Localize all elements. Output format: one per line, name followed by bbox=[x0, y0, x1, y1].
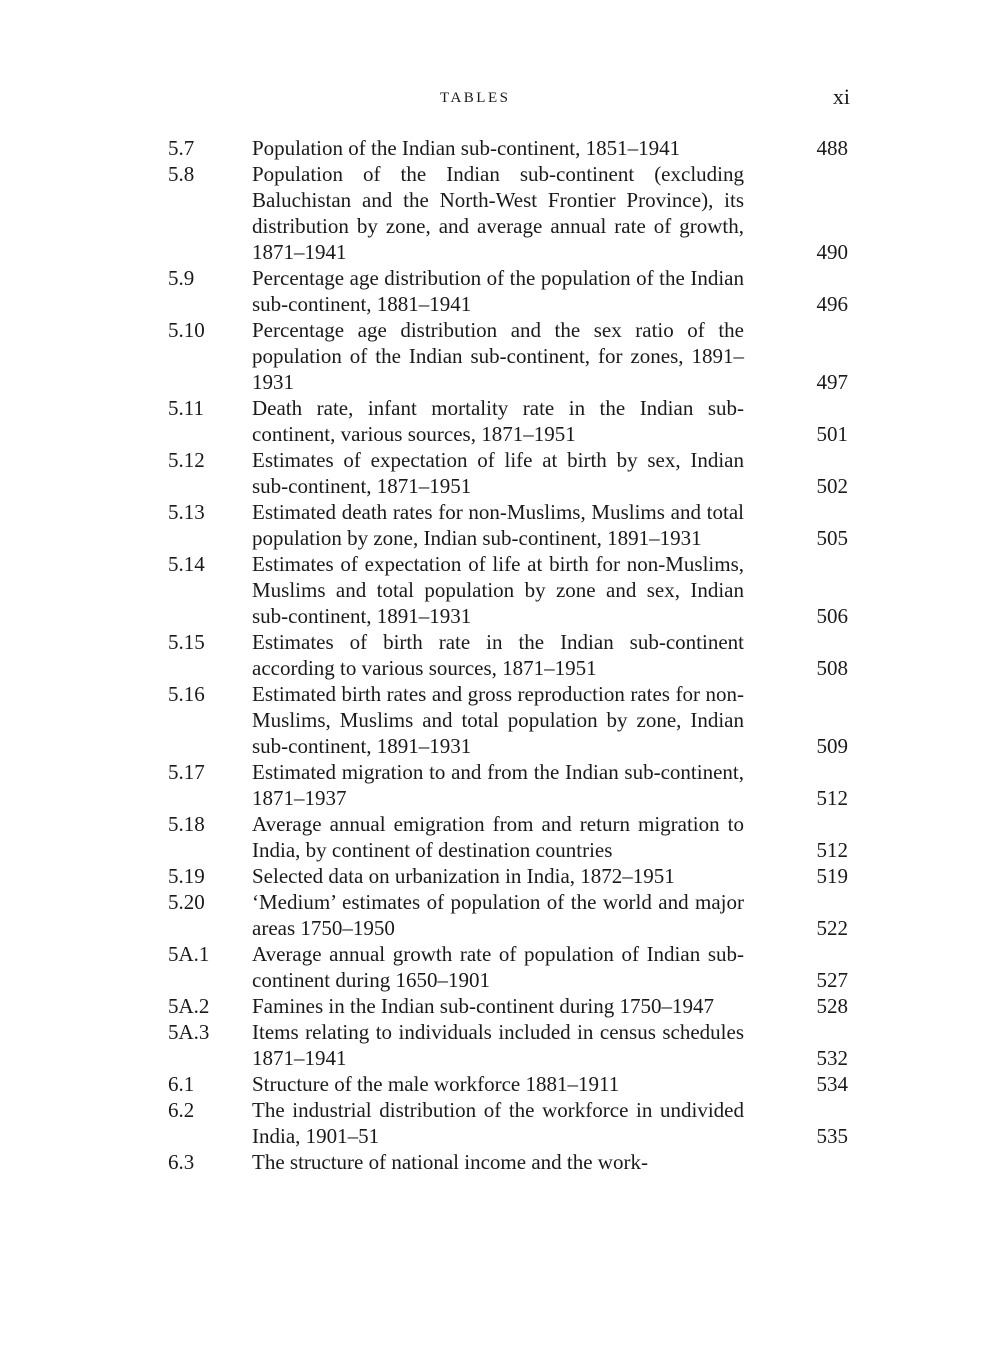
table-title: Estimated death rates for non-Muslims, Muslims and total population by zone, Indian sub-continent, 1891–1931 bbox=[252, 500, 744, 550]
table-title: Estimates of expectation of life at birth for non-Muslims, Muslims and total population by zone and sex, Indian sub-continent, 1891–1931 bbox=[252, 552, 744, 628]
page-ref: 505 bbox=[816, 526, 848, 550]
table-title: Percentage age distribution and the sex ratio of the population of the Indian sub-continent, for zones, 1891–1931 bbox=[252, 318, 744, 394]
table-title: ‘Medium’ estimates of population of the world and major areas 1750–1950 bbox=[252, 890, 744, 940]
table-title: Death rate, infant mortality rate in the Indian sub-continent, various sources, 1871–1951 bbox=[252, 396, 744, 446]
page-ref: 532 bbox=[816, 1046, 848, 1070]
table-title: Average annual growth rate of population of Indian sub-continent during 1650–1901 bbox=[252, 942, 744, 992]
table-number: 6.2 bbox=[168, 1098, 195, 1122]
page-ref: 501 bbox=[816, 422, 848, 446]
page-ref: 522 bbox=[816, 916, 848, 940]
table-title: Estimates of birth rate in the Indian sub-continent according to various sources, 1871–1951 bbox=[252, 630, 744, 680]
toc-entry[interactable] bbox=[168, 1071, 848, 1097]
page-ref: 527 bbox=[816, 968, 848, 992]
toc-entry[interactable] bbox=[168, 551, 848, 629]
table-title: Percentage age distribution of the population of the Indian sub-continent, 1881–1941 bbox=[252, 266, 744, 316]
table-number: 5A.1 bbox=[168, 942, 210, 966]
table-title: Selected data on urbanization in India, 1872–1951 bbox=[252, 864, 675, 888]
table-number: 6.1 bbox=[168, 1072, 195, 1096]
table-list bbox=[168, 135, 848, 1175]
toc-entry[interactable] bbox=[168, 993, 848, 1019]
toc-entry[interactable] bbox=[168, 161, 848, 265]
table-title: Structure of the male workforce 1881–1911 bbox=[252, 1072, 620, 1096]
table-title: Famines in the Indian sub-continent during 1750–1947 bbox=[252, 994, 714, 1018]
toc-entry[interactable] bbox=[168, 629, 848, 681]
table-title: Estimated migration to and from the Indian sub-continent, 1871–1937 bbox=[252, 760, 744, 810]
table-title: Items relating to individuals included in census schedules 1871–1941 bbox=[252, 1020, 744, 1070]
page-ref: 519 bbox=[816, 864, 848, 888]
table-title: Average annual emigration from and return migration to India, by continent of destination countries bbox=[252, 812, 744, 862]
table-title: Estimates of expectation of life at birth by sex, Indian sub-continent, 1871–1951 bbox=[252, 448, 744, 498]
table-number: 5.16 bbox=[168, 682, 205, 706]
table-number: 5.7 bbox=[168, 136, 195, 160]
toc-entry[interactable] bbox=[168, 941, 848, 993]
table-number: 5.12 bbox=[168, 448, 205, 472]
toc-entry[interactable] bbox=[168, 811, 848, 863]
toc-entry[interactable] bbox=[168, 265, 848, 317]
toc-entry[interactable] bbox=[168, 1019, 848, 1071]
toc-entry[interactable] bbox=[168, 395, 848, 447]
page-ref: 534 bbox=[816, 1072, 848, 1096]
table-number: 5.17 bbox=[168, 760, 205, 784]
toc-entry[interactable] bbox=[168, 447, 848, 499]
running-title: TABLES bbox=[440, 90, 511, 106]
toc-entry[interactable] bbox=[168, 863, 848, 889]
table-number: 5.8 bbox=[168, 162, 195, 186]
table-number: 5.20 bbox=[168, 890, 205, 914]
toc-entry[interactable] bbox=[168, 1149, 848, 1175]
page-ref: 512 bbox=[816, 838, 848, 862]
table-number: 5.14 bbox=[168, 552, 205, 576]
toc-entry[interactable] bbox=[168, 681, 848, 759]
table-title: The industrial distribution of the workforce in undivided India, 1901–51 bbox=[252, 1098, 744, 1148]
table-number: 5.9 bbox=[168, 266, 195, 290]
page-ref: 509 bbox=[816, 734, 848, 758]
toc-entry[interactable] bbox=[168, 135, 848, 161]
table-title: Population of the Indian sub-continent (excluding Baluchistan and the North-West Frontier Province), its distribution by zone, and average annual rate of growth, 1871–1941 bbox=[252, 162, 744, 264]
table-title: Estimated birth rates and gross reproduction rates for non-Muslims, Muslims and total population by zone, Indian sub-continent, 1891–1931 bbox=[252, 682, 744, 758]
page-ref: 497 bbox=[816, 370, 848, 394]
page-ref: 502 bbox=[816, 474, 848, 498]
table-number: 5.18 bbox=[168, 812, 205, 836]
page-ref: 528 bbox=[816, 994, 848, 1018]
table-number: 5.10 bbox=[168, 318, 205, 342]
page-ref: 488 bbox=[816, 136, 848, 160]
toc-entry[interactable] bbox=[168, 889, 848, 941]
table-number: 6.3 bbox=[168, 1150, 195, 1174]
page-ref: 508 bbox=[816, 656, 848, 680]
table-number: 5A.3 bbox=[168, 1020, 210, 1044]
table-title: Population of the Indian sub-continent, 1851–1941 bbox=[252, 136, 681, 160]
page-ref: 496 bbox=[816, 292, 848, 316]
table-number: 5.11 bbox=[168, 396, 204, 420]
toc-entry[interactable] bbox=[168, 1097, 848, 1149]
page-ref: 506 bbox=[816, 604, 848, 628]
toc-entry[interactable] bbox=[168, 499, 848, 551]
table-number: 5A.2 bbox=[168, 994, 210, 1018]
page-number: xi bbox=[832, 84, 850, 109]
toc-entry[interactable] bbox=[168, 759, 848, 811]
page-ref: 490 bbox=[816, 240, 848, 264]
table-title: The structure of national income and the work- bbox=[252, 1150, 648, 1174]
page-ref: 512 bbox=[816, 786, 848, 810]
toc-entry[interactable] bbox=[168, 317, 848, 395]
table-number: 5.13 bbox=[168, 500, 205, 524]
table-number: 5.19 bbox=[168, 864, 205, 888]
page-ref: 535 bbox=[816, 1124, 848, 1148]
table-number: 5.15 bbox=[168, 630, 205, 654]
running-header bbox=[0, 84, 1000, 112]
